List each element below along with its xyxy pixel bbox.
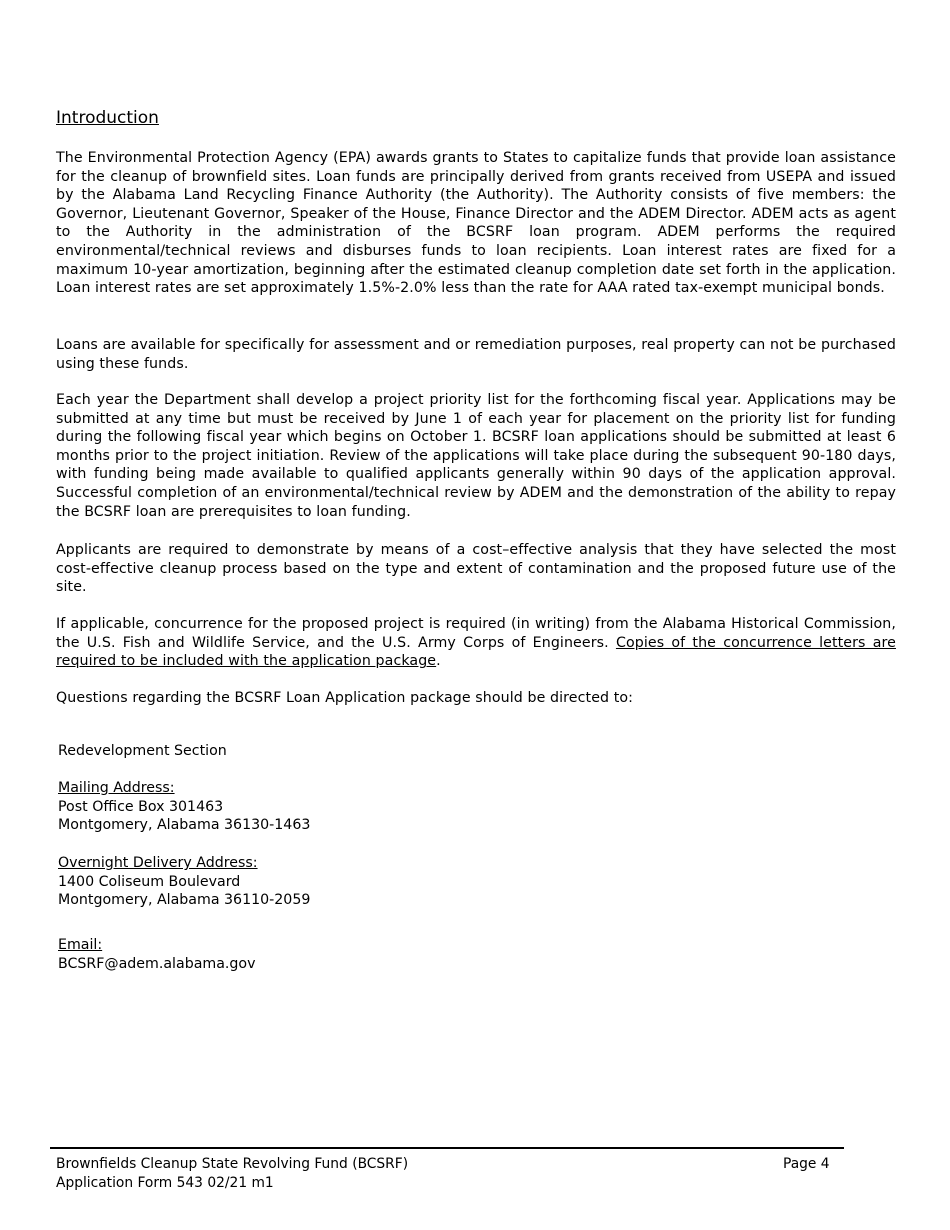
email-label: Email:: [58, 937, 103, 953]
paragraph-epa-overview: The Environmental Protection Agency (EPA) awards grants to States to capitalize funds that provide loan assistance for the cleanup of brownfield sites. Loan funds are principally derived from grants received from USEPA and issued by the Alabama Land Recycling Finance Authority (the Authority). The Authority consists of five members: the Governor, Lieutenant Governor, Speaker of the House, Finance Director and the ADEM Director. ADEM acts as agent to the Authority in the administration of the BCSRF loan program. ADEM performs the required environmental/technical reviews and disburses funds to loan recipients. Loan interest rates are fixed for a maximum 10-year amortization, beginning after the estimated cleanup completion date set forth in the application. Loan interest rates are set approximately 1.5%-2.0% less than the rate for AAA rated tax-exempt municipal bonds.: [56, 150, 896, 297]
mailing-address-line1: Post Office Box 301463: [58, 798, 224, 815]
section-heading: Introduction: [56, 108, 159, 128]
overnight-address-label: Overnight Delivery Address:: [58, 855, 258, 871]
email-block: [58, 936, 256, 973]
overnight-address-block: [58, 854, 310, 910]
overnight-address-line1: 1400 Coliseum Boulevard: [58, 873, 241, 890]
footer-form-info: [56, 1155, 408, 1193]
mailing-address-block: [58, 779, 310, 835]
overnight-address-line2: Montgomery, Alabama 36110-2059: [58, 892, 311, 909]
footer-form-number: Application Form 543 02/21 m1: [56, 1175, 274, 1191]
paragraph-priority-list: Each year the Department shall develop a project priority list for the forthcoming fiscal year. Applications may be submitted at any time but must be received by June 1 of each year for placement on the priority list for funding during the following fiscal year which begins on October 1. BCSRF loan applications should be submitted at least 6 months prior to the project initiation. Review of the applications will take place during the subsequent 90-180 days, with funding being made available to qualified applicants generally within 90 days of the application approval. Successful completion of an environmental/technical review by ADEM and the demonstration of the ability to repay the BCSRF loan are prerequisites to loan funding.: [56, 392, 896, 520]
mailing-address-label: Mailing Address:: [58, 780, 175, 796]
concurrence-text: If applicable, concurrence for the proposed project is required (in writing) from the Alabama Historical Commission, the U.S. Fish and Wildlife Service, and the U.S. Army Corps of Engineers.: [56, 616, 896, 651]
footer-divider: [50, 1147, 844, 1149]
paragraph-concurrence: [56, 615, 896, 671]
concurrence-period: .: [436, 653, 441, 670]
email-address: BCSRF@adem.alabama.gov: [58, 955, 256, 972]
paragraph-cost-effective: Applicants are required to demonstrate by means of a cost–effective analysis that they have selected the most cost-effective cleanup process based on the type and extent of contamination and the proposed future use of the site.: [56, 542, 896, 596]
footer-fund-name: Brownfields Cleanup State Revolving Fund (BCSRF): [56, 1156, 409, 1172]
paragraph-loan-purpose: Loans are available for specifically for assessment and or remediation purposes, real property can not be purchased using these funds.: [56, 337, 896, 372]
contact-section-name: [58, 742, 227, 761]
concurrence-requirement: Copies of the concurrence letters are required to be included with the application package: [56, 634, 896, 670]
section-name: Redevelopment Section: [58, 743, 227, 759]
paragraph-questions: Questions regarding the BCSRF Loan Application package should be directed to:: [56, 690, 634, 706]
footer-page-number: Page 4: [783, 1156, 830, 1172]
mailing-address-line2: Montgomery, Alabama 36130-1463: [58, 817, 311, 834]
